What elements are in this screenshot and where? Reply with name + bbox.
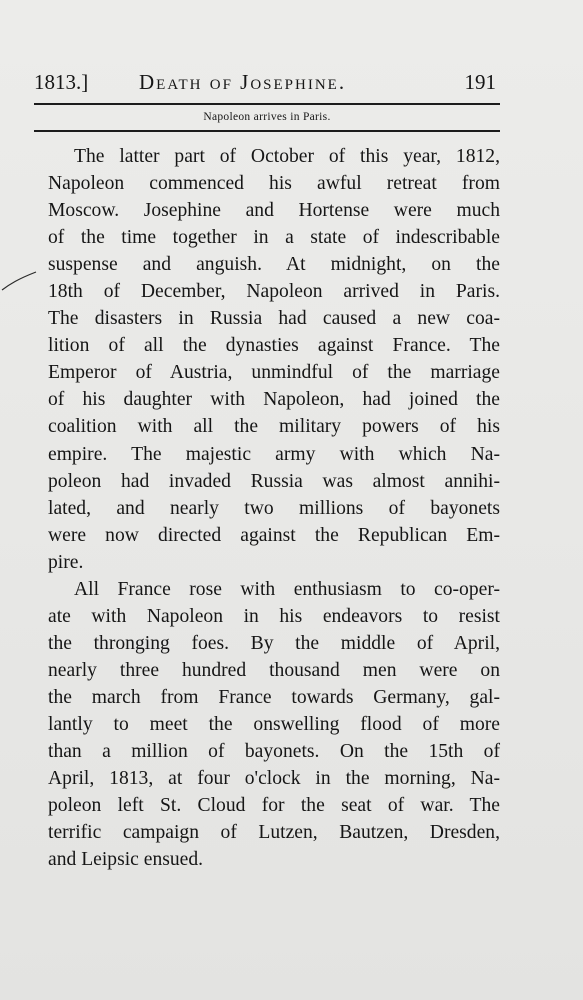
- text-line: empire. The majestic army with which Na-: [48, 443, 500, 465]
- text-line: Emperor of Austria, unmindful of the marriage: [48, 362, 500, 384]
- body-text: [48, 143, 500, 873]
- text-line: 18th of December, Napoleon arrived in Paris.: [48, 281, 500, 303]
- paragraph-1: [48, 143, 500, 576]
- section-subheading: Napoleon arrives in Paris.: [203, 111, 331, 123]
- page-number: 191: [464, 70, 496, 94]
- text-line: poleon left St. Cloud for the seat of war. The: [48, 795, 500, 817]
- header-rule: [34, 103, 500, 105]
- text-line: were now directed against the Republican Em-: [48, 524, 500, 546]
- text-line: lition of all the dynasties against France. The: [48, 335, 500, 357]
- text-line: lated, and nearly two millions of bayonets: [48, 497, 500, 519]
- text-line: of the time together in a state of indescribable: [48, 227, 500, 249]
- text-line: coalition with all the military powers of his: [48, 416, 500, 438]
- pencil-mark-icon: [0, 268, 40, 294]
- running-head-year: 1813.]: [34, 70, 89, 94]
- text-line: of his daughter with Napoleon, had joined the: [48, 389, 500, 411]
- text-line: Napoleon commenced his awful retreat from: [48, 173, 500, 195]
- running-head: [34, 70, 500, 100]
- text-line: the march from France towards Germany, gal-: [48, 686, 500, 708]
- text-line: terrific campaign of Lutzen, Bautzen, Dresden,: [48, 822, 500, 844]
- text-line: pire.: [48, 551, 84, 573]
- text-line: poleon had invaded Russia was almost annihi-: [48, 470, 500, 492]
- paragraph-2: [48, 576, 500, 874]
- text-line: Moscow. Josephine and Hortense were much: [48, 200, 500, 222]
- text-line: All France rose with enthusiasm to co-oper-: [74, 578, 500, 600]
- subheading-rule: [34, 130, 500, 132]
- text-line: suspense and anguish. At midnight, on the: [48, 254, 500, 276]
- text-line: The disasters in Russia had caused a new coa-: [48, 308, 500, 330]
- text-line: ate with Napoleon in his endeavors to resist: [48, 605, 500, 627]
- text-line: April, 1813, at four o'clock in the morning, Na-: [48, 768, 500, 790]
- text-line: The latter part of October of this year, 1812,: [74, 146, 500, 167]
- text-line: than a million of bayonets. On the 15th of: [48, 741, 500, 763]
- text-line: and Leipsic ensued.: [48, 849, 204, 871]
- text-line: the thronging foes. By the middle of April,: [48, 632, 500, 654]
- running-head-title: Death of Josephine.: [139, 70, 347, 94]
- text-line: nearly three hundred thousand men were on: [48, 659, 500, 681]
- text-line: lantly to meet the onswelling flood of more: [48, 713, 500, 735]
